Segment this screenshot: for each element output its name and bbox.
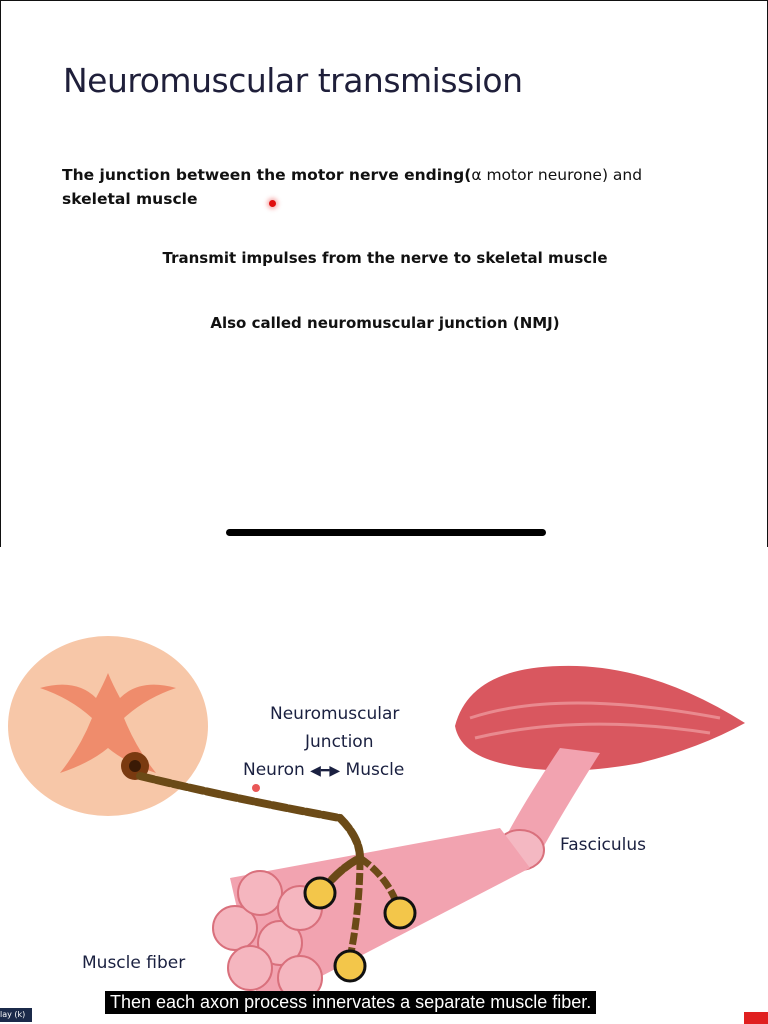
label-neuron-muscle <box>243 760 404 780</box>
definition-text <box>62 163 722 211</box>
double-arrow-icon: ◀━▶ <box>310 763 341 779</box>
label-nmj-line1: Neuromuscular <box>270 704 400 724</box>
laser-pointer-dot <box>252 784 260 792</box>
corner-tag: lay (k) <box>0 1008 32 1022</box>
definition-strong: The junction between the motor nerve ending( <box>62 166 472 184</box>
video-frame[interactable] <box>0 548 768 1024</box>
muscle-belly-icon <box>455 666 745 771</box>
label-neuron: Neuron <box>243 760 305 780</box>
muscle-fibers-icon <box>213 828 530 1008</box>
label-nmj-line2: Junction <box>305 732 374 752</box>
point-transmit: Transmit impulses from the nerve to skeletal muscle <box>162 249 608 267</box>
corner-red-badge <box>744 1012 768 1024</box>
video-caption: Then each axon process innervates a separate muscle fiber. <box>105 991 596 1014</box>
label-muscle: Muscle <box>345 760 405 780</box>
home-indicator-bar[interactable] <box>226 529 546 536</box>
laser-pointer-icon <box>269 200 276 207</box>
definition-line2: skeletal muscle <box>62 190 198 208</box>
label-fasciculus: Fasciculus <box>560 835 647 855</box>
label-muscle-fiber: Muscle fiber <box>82 953 186 973</box>
slide-title: Neuromuscular transmission <box>63 61 523 100</box>
definition-light: α motor neurone) and <box>471 166 643 184</box>
point-also-called: Also called neuromuscular junction (NMJ) <box>210 314 560 332</box>
